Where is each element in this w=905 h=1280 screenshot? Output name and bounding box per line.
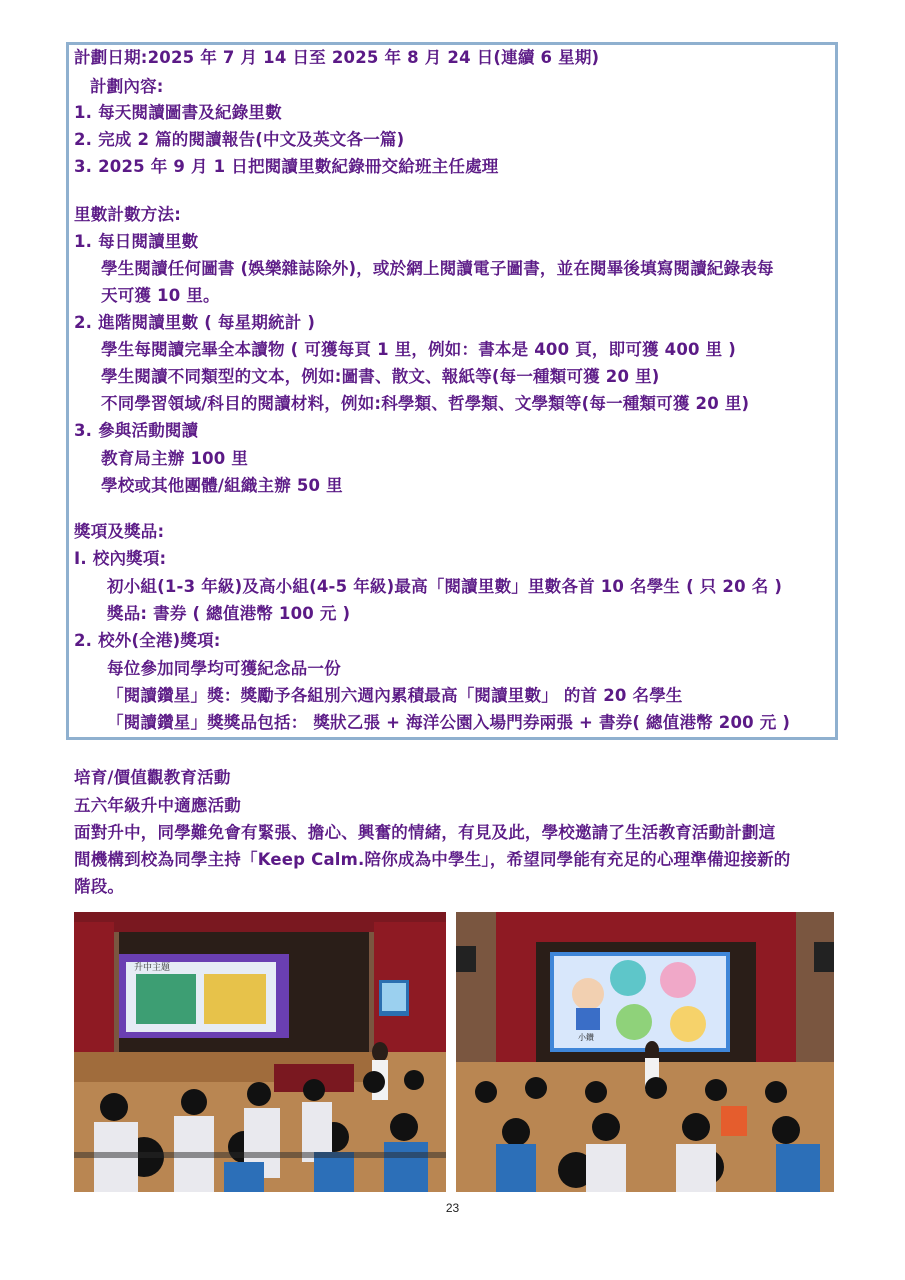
award-2-line-3: 「閱讀鑽星」獎獎品包括： 獎狀乙張 + 海洋公園入場門券兩張 + 書券( 總值港幣 200 元 ) [107, 713, 791, 732]
page-number: 23 [445, 1201, 460, 1215]
activity-title: 五六年級升中適應活動 [74, 796, 241, 815]
method-3-line-2: 學校或其他團體/組織主辦 50 里 [101, 476, 343, 495]
method-3-line-1: 教育局主辦 100 里 [101, 449, 249, 468]
award-1-line-1: 初小組(1-3 年級)及高小組(4-5 年級)最高「閱讀里數」里數各首 10 名學生 ( 只 20 名 ) [107, 577, 783, 596]
plan-dates: 計劃日期:2025 年 7 月 14 日至 2025 年 8 月 24 日(連續 6 星期) [74, 48, 600, 67]
method-1-title: 1. 每日閱讀里數 [74, 232, 199, 251]
award-2-title: 2. 校外(全港)獎項: [74, 631, 221, 650]
right-screen-label: 小鑽 [578, 1033, 594, 1042]
method-2-title: 2. 進階閱讀里數 ( 每星期統計 ) [74, 313, 316, 332]
award-2-line-1: 每位參加同學均可獲紀念品一份 [107, 659, 341, 678]
left-screen-title: 升中主題 [134, 963, 171, 973]
award-2-line-2: 「閱讀鑽星」獎：獎勵予各組別六週內累積最高「閱讀里數」 的首 20 名學生 [107, 686, 683, 705]
hall-scene-right [456, 912, 834, 1192]
activity-photo-left [74, 912, 446, 1192]
method-2-line-2: 學生閱讀不同類型的文本，例如:圖書、散文、報紙等(每一種類可獲 20 里) [101, 367, 660, 386]
award-1-title: I. 校內獎項: [74, 549, 167, 568]
plan-content-item-3: 3. 2025 年 9 月 1 日把閱讀里數紀錄冊交給班主任處理 [74, 157, 499, 176]
hall-scene-left [74, 912, 446, 1192]
activity-para-line-3: 階段。 [74, 877, 125, 896]
awards-heading: 獎項及獎品: [74, 522, 165, 541]
plan-content-heading: 計劃內容: [90, 77, 164, 96]
activity-para-line-1: 面對升中，同學難免會有緊張、擔心、興奮的情緒，有見及此，學校邀請了生活教育活動計劃這 [74, 823, 776, 842]
activity-category: 培育/價值觀教育活動 [74, 768, 231, 787]
plan-content-item-1: 1. 每天閱讀圖書及紀錄里數 [74, 103, 282, 122]
activity-para-line-2: 間機構到校為同學主持「Keep Calm.陪你成為中學生」，希望同學能有充足的心理準備迎接新的 [74, 850, 791, 869]
award-1-line-2: 獎品: 書券 ( 總值港幣 100 元 ) [107, 604, 351, 623]
method-heading: 里數計數方法: [74, 205, 181, 224]
method-2-line-3: 不同學習領域/科目的閱讀材料，例如:科學類、哲學類、文學類等(每一種類可獲 20 里) [101, 394, 750, 413]
method-2-line-1: 學生每閱讀完畢全本讀物 ( 可獲每頁 1 里，例如：書本是 400 頁，即可獲 400 里 ) [101, 340, 737, 359]
method-1-line-2: 天可獲 10 里。 [101, 286, 220, 305]
method-1-line-1: 學生閱讀任何圖書 (娛樂雜誌除外)，或於網上閱讀電子圖書，並在閱畢後填寫閱讀紀錄表每 [101, 259, 774, 278]
plan-content-item-2: 2. 完成 2 篇的閱讀報告(中文及英文各一篇) [74, 130, 405, 149]
method-3-title: 3. 參與活動閱讀 [74, 421, 199, 440]
activity-photo-right [456, 912, 834, 1192]
